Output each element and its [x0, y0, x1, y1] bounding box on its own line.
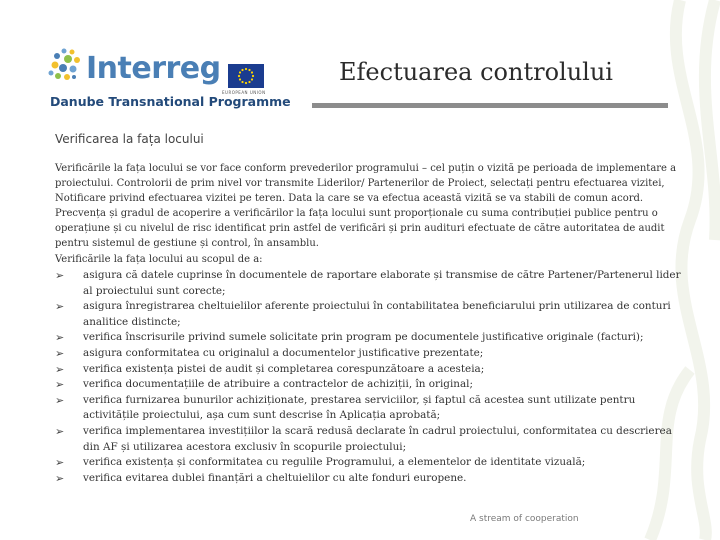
eu-label: EUROPEAN UNION — [222, 90, 266, 95]
arrow-bullet-icon: ➢ — [55, 424, 65, 438]
list-item — [55, 268, 685, 299]
arrow-bullet-icon: ➢ — [55, 269, 65, 282]
interreg-logo — [46, 46, 291, 112]
page-title: Efectuarea controlului — [339, 58, 613, 86]
arrow-bullet-icon: ➢ — [55, 331, 65, 345]
interreg-wordmark: Interreg — [86, 51, 221, 86]
intro-paragraph: Verificările la fața locului se vor face conform prevederilor programului – cel puțin o vizită pe perioada de implementare a proiectului. Controlorii de prim nivel vor transmite Liderilor/ Partenerilor de Proiect, selectați pentru efectuarea vizitei, Notificare privind efectuarea vizitei pe teren. Data la care se va efectua această vizită se va stabili de comun acord. Precvența și gradul de acoperire a verificărilor la fața locului sunt proporționale cu suma contribuției publice pentru o operațiune și cu nivelul de risc identificat prin astfel de verificări și prin audituri efectuate de către autoritatea de audit pentru sistemul de gestiune și control, în ansamblu. — [55, 163, 677, 249]
list-item — [55, 455, 685, 471]
arrow-bullet-icon: ➢ — [55, 300, 65, 314]
list-item-text: verifica furnizarea bunurilor achiziționate, prestarea serviciilor, și faptul că acestea sunt utilizate pentru activitățile proiectului, așa cum sunt descrise în Aplicația aprobată; — [83, 393, 636, 422]
list-item-text: asigura că datele cuprinse în documentele de raportare elaborate și transmise de către Partener/Partenerul lider al proiectului sunt corecte; — [83, 269, 681, 297]
section-heading: Verificarea la fața locului — [55, 132, 204, 146]
interreg-dots-icon — [46, 46, 90, 86]
list-item-text: verifica existența și conformitatea cu regulile Programului, a elementelor de identitate vizuală; — [83, 456, 586, 469]
arrow-bullet-icon: ➢ — [55, 378, 65, 392]
list-item-text: verifica documentațiile de atribuire a contractelor de achiziții, în original; — [83, 378, 473, 391]
arrow-bullet-icon: ➢ — [55, 471, 65, 485]
list-item-text: verifica implementarea investițiilor la scară redusă declarate în cadrul proiectului, conformitatea cu descrierea din AF și utilizarea acestora exclusiv în scopurile proiectului; — [83, 424, 672, 453]
list-item — [55, 299, 685, 330]
title-divider — [312, 103, 668, 108]
eu-flag-icon — [228, 64, 264, 88]
objectives-list — [55, 268, 685, 486]
list-item — [55, 471, 685, 487]
arrow-bullet-icon: ➢ — [55, 393, 65, 407]
arrow-bullet-icon: ➢ — [55, 456, 65, 470]
list-item — [55, 377, 685, 393]
footer-tagline: A stream of cooperation — [470, 514, 579, 524]
list-item-text: verifica evitarea dublei finanțări a cheltuielilor cu alte fonduri europene. — [83, 471, 467, 484]
list-item — [55, 330, 685, 346]
list-item-text: asigura înregistrarea cheltuielilor aferente proiectului în contabilitatea beneficiarului prin utilizarea de conturi analitice distincte; — [83, 300, 671, 328]
list-item — [55, 346, 685, 362]
list-item — [55, 424, 685, 455]
list-item-text: verifica înscrisurile privind sumele solicitate prin program pe documentele justificative originale (facturi); — [83, 331, 644, 344]
arrow-bullet-icon: ➢ — [55, 346, 65, 360]
scope-label: Verificările la fața locului au scopul de a: — [55, 254, 263, 265]
list-item-text: asigura conformitatea cu originalul a documentelor justificative prezentate; — [83, 346, 484, 359]
list-item — [55, 393, 685, 424]
arrow-bullet-icon: ➢ — [55, 362, 65, 376]
list-item-text: verifica existența pistei de audit și completarea corespunzătoare a acesteia; — [83, 362, 485, 375]
list-item — [55, 362, 685, 378]
programme-name: Danube Transnational Programme — [50, 94, 291, 109]
